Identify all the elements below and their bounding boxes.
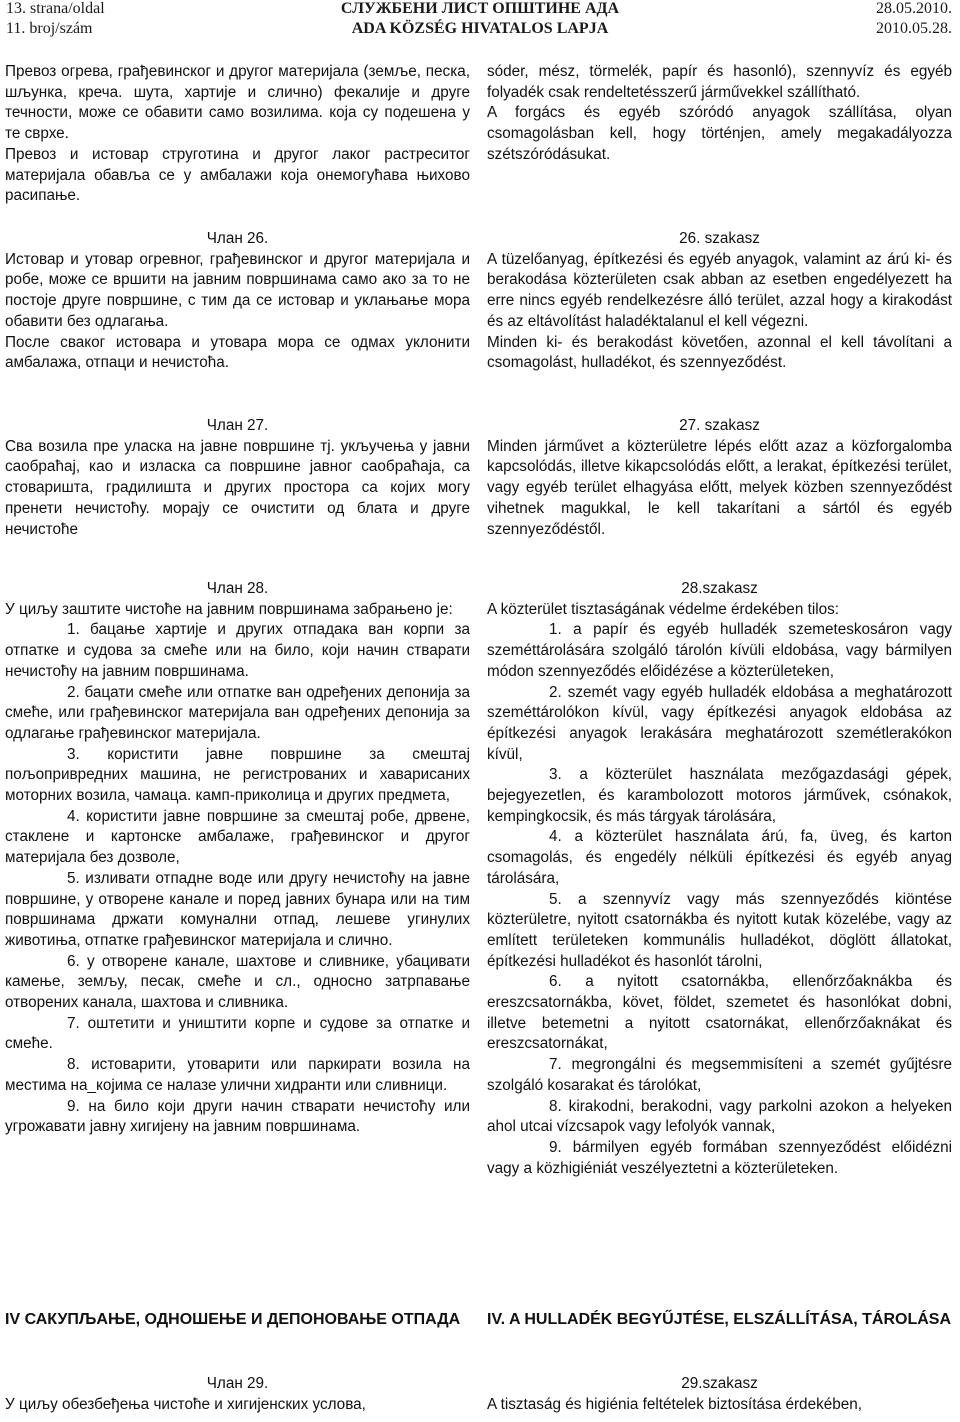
list-item: 1. a papír és egyéb hulladék szemeteskosáron vagy szeméttárolására szolgáló tárolón kívüli eldobása, vagy bármilyen módon szennyeződés előidézése a közterületeken,	[487, 621, 952, 680]
paragraph: sóder, mész, törmelék, papír és hasonló), szennyvíz és egyéb folyadék csak rendeltetésszerű járművekkel szállítható.	[487, 63, 952, 101]
paragraph: Превоз и истовар струготина и другог лаког растреситог материјала обавља се у амбалажи која онемогућава њихово расипање.	[5, 145, 470, 205]
right-column-hungarian	[487, 44, 952, 1422]
intro-block	[487, 62, 952, 166]
list-item: 9. на било који други начин стварати нечистоћу или угрожавати јавну хигијену на јавним површинама.	[5, 1097, 470, 1136]
article-27	[487, 416, 952, 540]
article-26	[487, 229, 952, 374]
paragraph: A közterület tisztaságának védelme érdekében tilos:	[487, 600, 840, 618]
article-title: Члан 29.	[206, 1375, 269, 1392]
list-item: 4. користити јавне површине за смештај робе, дрвене, стаклене и картонске амбалаже, грађевинског и другог материјала без дозволе,	[5, 807, 470, 867]
list-item: 4. a közterület használata árú, fa, üveg, és karton csomagolás, és engedély nélküli építkezési és egyéb anyag tárolására,	[487, 828, 952, 887]
intro-block	[5, 62, 470, 207]
article-title: 29.szakasz	[681, 1375, 758, 1392]
section-title: IV САКУПЉАЊЕ, ОДНОШЕЊЕ И ДЕПОНОВАЊЕ ОТПАДА	[5, 1311, 461, 1328]
article-title: Члан 26.	[206, 230, 269, 247]
article-28	[5, 579, 470, 1138]
page-number: 13. strana/oldal	[6, 0, 105, 17]
list-item: 3. a közterület használata mezőgazdasági gépek, bejegyezetlen, és karambolozott motoros járművek, csónakok, kempingkocsik, és más tárgyak tárolására,	[487, 766, 952, 825]
section-4-heading	[487, 1309, 952, 1330]
paragraph: После сваког истовара и утовара мора се одмах уклонити амбалажа, отпаци и нечистоћа.	[5, 333, 470, 372]
paragraph: A tüzelőanyag, építkezési és egyéb anyagok, valamint az árú ki- és berakodása közterületen csak abban az esetben engedélyezett ha erre nincs egyéb rendelkezésre álló terület, azzal hogy a kirakodást és az eltávolítást haladéktalanul el kell végezni.	[487, 250, 952, 330]
list-item: 5. a szennyvíz vagy más szennyeződés kiöntése közterületre, nyitott csatornákba és nyitott kutak közelébe, vagy az említett területeken kommunális hulladékot, döglött állatokat, építkezési hulladékot és hasonlót tárolni,	[487, 890, 952, 970]
article-title: 26. szakasz	[679, 230, 760, 247]
section-4-heading	[5, 1309, 470, 1330]
list-item: 9. bármilyen egyéb formában szennyeződést előidézni vagy a közhigiéniát veszélyeztetni a közterületeken.	[487, 1138, 952, 1177]
list-item: 2. szemét vagy egyéb hulladék eldobása a meghatározott szeméttárolókon kívül, vagy építkezési anyagok eldobása az építkezési anyagok lerakására meghatározott szemétlerakókon kívül,	[487, 683, 952, 763]
section-title: IV. A HULLADÉK BEGYŰJTÉSE, ELSZÁLLÍTÁSA, TÁROLÁSA	[487, 1311, 952, 1328]
article-29	[487, 1374, 952, 1415]
article-title: Члан 28.	[206, 580, 269, 597]
list-item: 1. бацање хартије и других отпадака ван корпи за отпатке и судова за смеће или на било, који начин стварати нечистоћу на јавним површинама.	[5, 621, 470, 680]
publication-title-serbian: СЛУЖБЕНИ ЛИСТ ОПШТИНЕ АДА	[340, 0, 620, 17]
paragraph: Истовар и утовар огревног, грађевинског и другог материјала и робе, може се вршити на јавним површинама само ако за то не постоје друге површине, с тим да се истовар и уклањање мора обавити без одлагања.	[5, 250, 470, 330]
paragraph: Превоз огрева, грађевинског и другог материјала (земље, песка, шљунка, креча. шута, хартије и слично) фекалије и друге течности, може се обавити само возилима. која су подешена у те сврхе.	[5, 63, 470, 143]
article-title: 27. szakasz	[679, 417, 760, 434]
paragraph: A forgács és egyéb szóródó anyagok szállítása, olyan csomagolásban kell, hogy történjen, amely megakadályozza szétszóródásukat.	[487, 104, 952, 163]
paragraph: У циљу заштите чистоће на јавним површинама забрањено је:	[5, 600, 453, 618]
paragraph: A tisztaság és higiénia feltételek biztosítása érdekében,	[487, 1395, 863, 1413]
paragraph: Minden járművet a közterületre lépés előtt azaz a közforgalomba kapcsolódás, illetve kikapcsolódás előtt, a lerakat, építkezési terület, vagy egyéb terület elhagyása előtt, melyek közben szennyeződést vihetnek magukkal, le kell takarítani a sártól és egyéb szennyeződéstől.	[487, 437, 952, 538]
article-26	[5, 229, 470, 374]
list-item: 7. оштетити и уништити корпе и судове за отпатке и смеће.	[5, 1014, 470, 1053]
list-item: 6. a nyitott csatornákba, ellenőrzőaknákba és ereszcsatornákba, követ, földet, szemetet és hasonlókat dobni, illetve betemetni a nyitott csatornákat, ellenőrzőaknákat és ereszcsatornákat,	[487, 973, 952, 1053]
list-item: 7. megrongálni és megsemmisíteni a szemét gyűjtésre szolgáló kosarakat és tárolókat,	[487, 1056, 952, 1094]
list-item: 5. изливати отпадне воде или другу нечистоћу на јавне површине, у отворене канале и поред јавних бунара или на тим површинама држати комунални отпад, лешеве угинулих животиња, отпатке грађевинског материјала и слично.	[5, 869, 470, 949]
date-serbian: 28.05.2010.	[876, 0, 952, 17]
left-column-serbian	[5, 44, 470, 1422]
article-title: 28.szakasz	[681, 580, 758, 597]
list-item: 2. бацати смеће или отпатке ван одређених депонија за смеће, или грађевинског материјала ван одређених депонија за одлагање грађевинског материјала.	[5, 683, 470, 742]
paragraph: Minden ki- és berakodást követően, azonnal el kell távolítani a csomagolást, hulladékot, és szennyeződést.	[487, 333, 952, 372]
list-item: 8. истоварити, утоварити или паркирати возила на местима на_којима се налазе улични хидранти или сливници.	[5, 1056, 470, 1094]
list-item: 3. користити јавне површине за смештај пољопривредних машина, не регистрованих и хаварисаних моторних возила, чамаца. камп-приколица и других предмета,	[5, 745, 470, 805]
list-item: 6. у отворене канале, шахтове и сливнике, убацивати камење, земљу, песак, смеће и сл., односно затрпавање отворених канала, шахтова и сливника.	[5, 952, 470, 1012]
article-28	[487, 579, 952, 1179]
paragraph: У циљу обезбеђења чистоће и хигијенских услова,	[5, 1395, 366, 1413]
article-27	[5, 416, 470, 540]
paragraph: Сва возила пре уласка на јавне површине тј. укључења у јавни саобраћај, као и изласка са површине јавног саобраћаја, са стоваришта, градилишта и других простора са којих могу пренети нечистоћу. морају се очистити од блата и друге нечистоће	[5, 437, 470, 538]
article-29	[5, 1374, 470, 1415]
article-title: Члан 27.	[206, 417, 269, 434]
page-header	[0, 0, 960, 44]
list-item: 8. kirakodni, berakodni, vagy parkolni azokon a helyeken ahol utcai vízcsapok vagy lefolyók vannak,	[487, 1097, 952, 1136]
issue-number: 11. broj/szám	[6, 20, 93, 37]
publication-title-hungarian: ADA KÖZSÉG HIVATALOS LAPJA	[351, 20, 609, 37]
date-hungarian: 2010.05.28.	[876, 20, 952, 37]
